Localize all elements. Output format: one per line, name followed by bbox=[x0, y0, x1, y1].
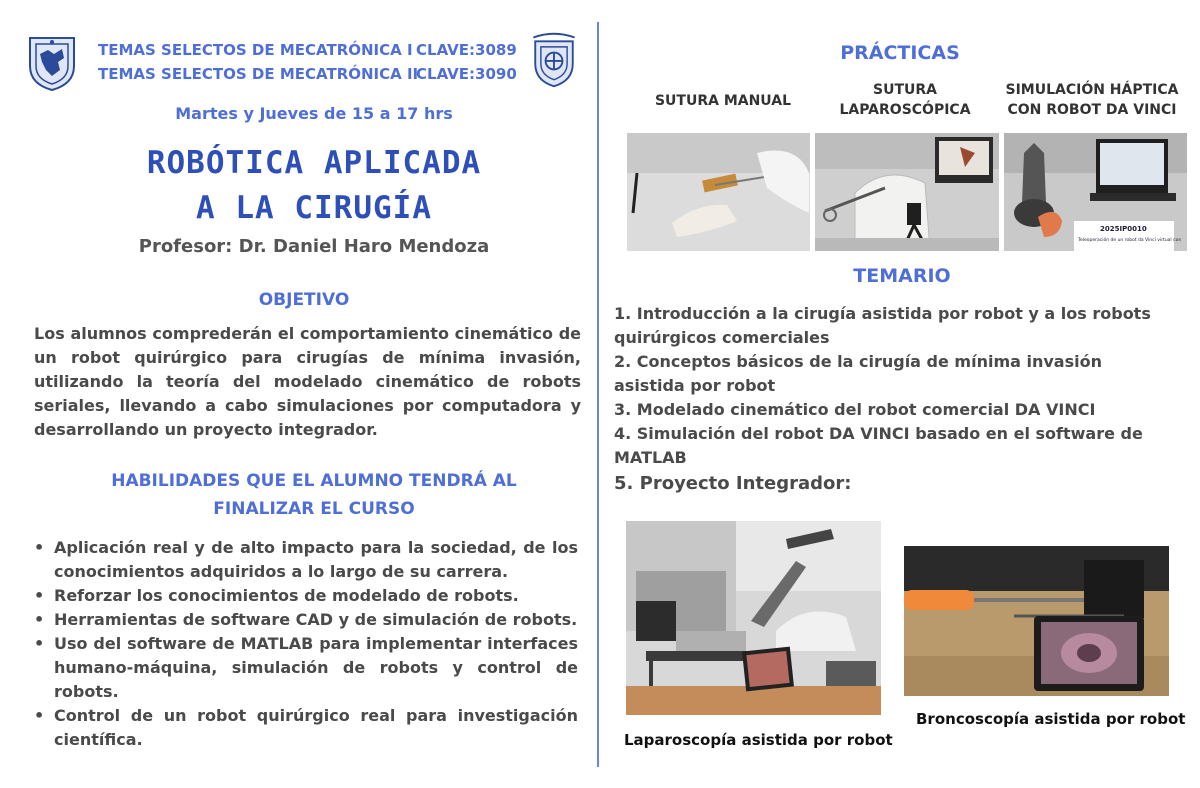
skills-list bbox=[30, 536, 578, 752]
list-item: 2. Conceptos básicos de la cirugía de mínima invasión asistida por robot bbox=[614, 352, 1102, 395]
list-item: 4. Simulación del robot DA VINCI basado en el software de MATLAB bbox=[614, 424, 1143, 467]
course-key-2: CLAVE:3090 bbox=[416, 65, 517, 83]
list-item: 5. Proyecto Integrador: bbox=[614, 473, 852, 494]
practice-label-manual-suture: SUTURA MANUAL bbox=[654, 93, 792, 109]
list-item: • Control de un robot quirúrgico real para investigación científica. bbox=[34, 706, 578, 749]
objective-heading: OBJETIVO bbox=[258, 290, 350, 310]
course-name-2: TEMAS SELECTOS DE MECATRÓNICA II bbox=[98, 65, 419, 83]
laparoscopy-project-photo bbox=[626, 521, 881, 715]
professor: Profesor: Dr. Daniel Haro Mendoza bbox=[138, 236, 490, 257]
laparoscopy-caption: Laparoscopía asistida por robot bbox=[624, 731, 893, 749]
skills-heading-line-1: HABILIDADES QUE EL ALUMNO TENDRÁ AL bbox=[111, 471, 517, 491]
skills-heading bbox=[30, 467, 598, 523]
list-item: 1. Introducción a la cirugía asistida por robot y a los robots quirúrgicos comerciales bbox=[614, 304, 1151, 347]
list-item: 3. Modelado cinemático del robot comercial DA VINCI bbox=[614, 400, 1096, 419]
bronchoscopy-project-photo bbox=[904, 546, 1169, 696]
haptic-simulation-photo bbox=[1004, 133, 1187, 251]
practice-label-haptic-simulation: SIMULACIÓN HÁPTICA CON ROBOT DA VINCI bbox=[1005, 82, 1179, 118]
objective-text: Los alumnos comprederán el comportamiento cinemático de un robot quirúrgico para cirugías de mínima invasión, utilizando la teoría del modelado cinemático de robots seriales, llevando a cabo simulaciones por computadora y desarrollando un proyecto integrador. bbox=[34, 324, 581, 439]
list-item: • Herramientas de software CAD y de simulación de robots. bbox=[34, 610, 578, 629]
manual-suture-photo bbox=[627, 133, 810, 251]
practices-heading: PRÁCTICAS bbox=[840, 42, 960, 64]
course-key-1: CLAVE:3089 bbox=[416, 41, 517, 59]
list-item: • Aplicación real y de alto impacto para la sociedad, de los conocimientos adquiridos a lo largo de su carrera. bbox=[34, 538, 578, 581]
list-item: • Uso del software de MATLAB para implementar interfaces humano-máquina, simulación de robots y control de robots. bbox=[34, 634, 578, 701]
temario-heading: TEMARIO bbox=[853, 265, 951, 287]
sim-sign-text: Teleoperación de un robot da Vinci virtual con bbox=[1078, 238, 1182, 243]
temario-list bbox=[614, 302, 1174, 498]
sim-screen-text: 2025IP0010 bbox=[1100, 225, 1147, 233]
column-divider bbox=[597, 22, 599, 767]
bronchoscopy-caption: Broncoscopía asistida por robot bbox=[916, 710, 1186, 728]
skills-heading-line-2: FINALIZAR EL CURSO bbox=[213, 499, 415, 519]
list-item: • Reforzar los conocimientos de modelado de robots. bbox=[34, 586, 519, 605]
engineering-seal-icon bbox=[526, 30, 582, 90]
course-title-line-1: ROBÓTICA APLICADA bbox=[146, 145, 482, 181]
course-name-1: TEMAS SELECTOS DE MECATRÓNICA I bbox=[98, 41, 413, 59]
course-title-line-2: A LA CIRUGÍA bbox=[196, 190, 432, 226]
schedule: Martes y Jueves de 15 a 17 hrs bbox=[175, 104, 453, 123]
practice-label-laparoscopic-suture: SUTURA LAPAROSCÓPICA bbox=[839, 82, 971, 118]
laparoscopic-suture-photo bbox=[815, 133, 999, 251]
unam-seal-icon bbox=[24, 32, 80, 92]
